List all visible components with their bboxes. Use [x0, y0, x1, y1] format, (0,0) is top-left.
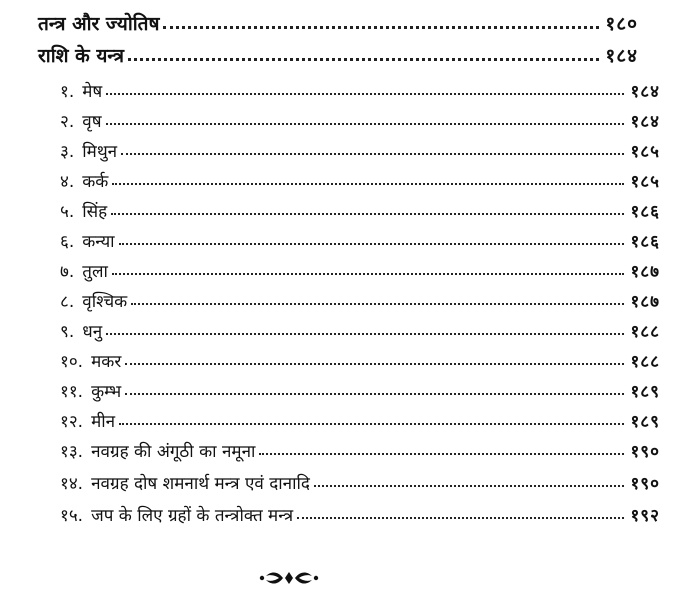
- toc-item-number: ६.: [60, 232, 75, 252]
- toc-page-number: १८५: [630, 172, 660, 192]
- toc-item-label: मीन: [91, 412, 116, 432]
- toc-item-label: धनु: [82, 322, 103, 342]
- toc-heading: [0, 38, 666, 68]
- toc-item-number: २.: [60, 112, 75, 132]
- toc-item-number: ४.: [60, 172, 75, 192]
- toc-item: [0, 402, 688, 432]
- dot-leader: [163, 25, 599, 29]
- toc-item-label: नवग्रह दोष शमनार्थ मन्त्र एवं दानादि: [91, 474, 310, 494]
- toc-page-number: १८८: [630, 352, 660, 372]
- toc-item: [0, 222, 688, 252]
- toc-item: [0, 432, 688, 462]
- toc-item: [0, 162, 688, 192]
- toc-item-number: १०.: [60, 352, 84, 372]
- toc-page-number: १८५: [630, 142, 660, 162]
- toc-item: [0, 496, 688, 526]
- toc-heading: [0, 6, 666, 36]
- toc-page-number: १८७: [630, 292, 660, 312]
- toc-item-number: ९.: [60, 322, 75, 342]
- dot-leader: [112, 182, 624, 185]
- dot-leader: [125, 392, 624, 395]
- toc-item-label: कन्या: [82, 232, 115, 252]
- toc-page-number: १८०: [605, 13, 638, 35]
- toc-item-number: ११.: [60, 382, 84, 402]
- dot-leader: [112, 272, 625, 275]
- toc-item-number: १५.: [60, 506, 84, 526]
- floral-divider-icon: [256, 568, 322, 588]
- toc-page-number: १८६: [630, 202, 660, 222]
- dot-leader: [131, 302, 624, 305]
- toc-page-number: १८४: [630, 112, 660, 132]
- toc-page-number: १८८: [630, 322, 660, 342]
- toc-page-number: १८७: [630, 262, 660, 282]
- toc-page-number: १९०: [630, 474, 660, 494]
- dot-leader: [106, 92, 624, 95]
- toc-item: [0, 192, 688, 222]
- toc-item-label: मेष: [82, 82, 103, 102]
- toc-item-number: १.: [60, 82, 75, 102]
- toc-item-label: मकर: [91, 352, 122, 372]
- dot-leader: [119, 422, 624, 425]
- toc-item: [0, 342, 688, 372]
- toc-item-number: १२.: [60, 412, 84, 432]
- toc-page-number: १९२: [630, 506, 660, 526]
- toc-page-number: १८९: [630, 382, 660, 402]
- toc-item-label: वृष: [82, 112, 102, 132]
- dot-leader: [106, 122, 625, 125]
- toc-item-label: जप के लिए ग्रहों के तन्त्रोक्त मन्त्र: [91, 506, 294, 526]
- toc-item-label: नवग्रह की अंगूठी का नमूना: [91, 442, 256, 462]
- dot-leader: [125, 362, 624, 365]
- toc-item: [0, 464, 688, 494]
- dot-leader: [297, 516, 624, 519]
- dot-leader: [314, 484, 625, 487]
- toc-item-label: तुला: [82, 262, 108, 282]
- toc-heading-label: तन्त्र और ज्योतिष: [38, 13, 160, 35]
- toc-item-label: वृश्चिक: [82, 292, 128, 312]
- toc-item-number: १४.: [60, 474, 84, 494]
- dot-leader: [121, 152, 624, 155]
- toc-heading-label: राशि के यन्त्र: [38, 45, 125, 67]
- dot-leader: [106, 332, 624, 335]
- toc-item: [0, 72, 688, 102]
- toc-item-number: ५.: [60, 202, 75, 222]
- toc-item-number: ३.: [60, 142, 75, 162]
- toc-page-number: १८४: [630, 82, 660, 102]
- toc-item: [0, 282, 688, 312]
- dot-leader: [128, 57, 599, 61]
- toc-item: [0, 312, 688, 342]
- toc-item-number: १३.: [60, 442, 84, 462]
- dot-leader: [259, 452, 624, 455]
- toc-item-number: ८.: [60, 292, 75, 312]
- toc-item-label: सिंह: [82, 202, 108, 222]
- toc-page-number: १८६: [630, 232, 660, 252]
- toc-item: [0, 252, 688, 282]
- dot-leader: [119, 242, 625, 245]
- toc-page-number: १८९: [630, 412, 660, 432]
- toc-item: [0, 102, 688, 132]
- toc-item: [0, 132, 688, 162]
- toc-item-label: कुम्भ: [91, 382, 122, 402]
- toc-page-number: १९०: [630, 442, 660, 462]
- toc-item-label: मिथुन: [82, 142, 118, 162]
- toc-item: [0, 372, 688, 402]
- toc-page-number: १८४: [605, 45, 638, 67]
- toc-item-label: कर्क: [82, 172, 109, 192]
- toc-item-number: ७.: [60, 262, 75, 282]
- dot-leader: [111, 212, 624, 215]
